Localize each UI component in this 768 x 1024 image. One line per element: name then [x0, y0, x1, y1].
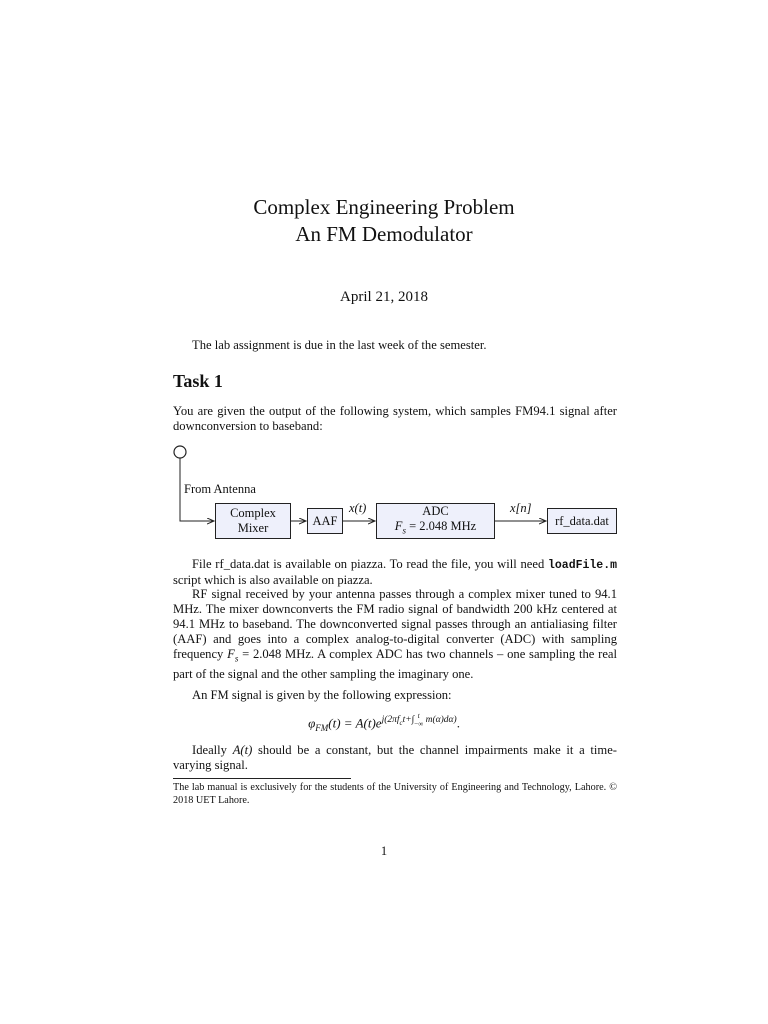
integral-upper: t	[417, 712, 420, 720]
p2-text-b: = 2.048 MHz. A complex ADC has two channels – one sampling the real part of the signal and the other sampling the imaginary one.	[173, 647, 617, 681]
xt-signal-label: x(t)	[349, 501, 367, 515]
p2-text-a: RF signal received by your antenna passes through a complex mixer tuned to 94.1 MHz. The mixer downconverts the FM radio signal of bandwidth 200 kHz centered at 94.1 MHz to baseband. The downconverted signal passes through an antialiasing filter (AAF) and goes into a complex analog-to-digital converter (ADC) with sampling frequency	[173, 587, 617, 661]
formula-end: .	[456, 715, 460, 731]
formula-phi-sub: FM	[315, 723, 329, 734]
output-file-label: rf_data.dat	[555, 513, 609, 528]
mixer-label-line2: Mixer	[237, 521, 269, 535]
page-number: 1	[380, 844, 388, 858]
p2-fs-var: F	[227, 647, 235, 661]
fm-formula	[0, 712, 768, 733]
fs-var: F	[394, 518, 403, 533]
title-line-1: Complex Engineering Problem	[253, 195, 515, 219]
adc-block	[376, 503, 495, 539]
antenna-icon	[174, 446, 186, 458]
intro-paragraph: The lab assignment is due in the last week of the semester.	[192, 338, 487, 352]
xn-signal-label: x[n]	[510, 501, 532, 515]
p1-text-b: script which is also available on piazza.	[173, 573, 373, 587]
exp-integral: t+∫	[402, 715, 415, 726]
fs-sub: s	[402, 525, 406, 536]
integrand: m(α)dα)	[423, 715, 457, 726]
title-line-2: An FM Demodulator	[295, 222, 473, 246]
antenna-label: From Antenna	[184, 482, 256, 496]
paragraph-rf-signal	[173, 587, 617, 682]
adc-label: ADC	[422, 503, 449, 518]
complex-mixer-block	[215, 503, 291, 539]
p2-fs-sub: s	[234, 653, 239, 664]
task-intro: You are given the output of the following system, which samples FM94.1 signal after downconversion to baseband:	[173, 404, 617, 433]
integral-lower: −∞	[414, 720, 424, 728]
paragraph-amplitude	[173, 743, 617, 773]
footnote: The lab manual is exclusively for the students of the University of Engineering and Technology, Lahore. © 2018 UET Lahore.	[173, 782, 617, 806]
formula-mid: (t) = A(t)e	[328, 715, 382, 731]
p1-text-a: File rf_data.dat is available on piazza. To read the file, you will need	[192, 557, 548, 571]
p4-text-b: should be a constant, but the channel impairments make it a time-varying signal.	[173, 743, 617, 772]
exp-sub: c	[399, 719, 403, 728]
loadfile-code: loadFile.m	[547, 559, 617, 572]
p4-var: A(t)	[232, 743, 253, 757]
formula-phi: φ	[308, 715, 316, 731]
mixer-label-line1: Complex	[230, 506, 276, 520]
formula-exponent	[381, 712, 457, 728]
integral-limits	[414, 712, 423, 728]
p4-text-a: Ideally	[192, 743, 233, 757]
task-heading: Task 1	[173, 371, 223, 391]
paragraph-file	[173, 557, 617, 588]
output-file-block	[547, 508, 617, 534]
exp-a: j(2πf	[381, 715, 400, 726]
footnote-rule	[173, 778, 351, 779]
adc-fs-label	[395, 519, 476, 539]
aaf-label: AAF	[312, 513, 338, 528]
aaf-block	[307, 508, 343, 534]
date: April 21, 2018	[340, 289, 428, 305]
paragraph-fm-expression: An FM signal is given by the following expression:	[192, 688, 452, 702]
fs-value: = 2.048 MHz	[405, 518, 477, 533]
